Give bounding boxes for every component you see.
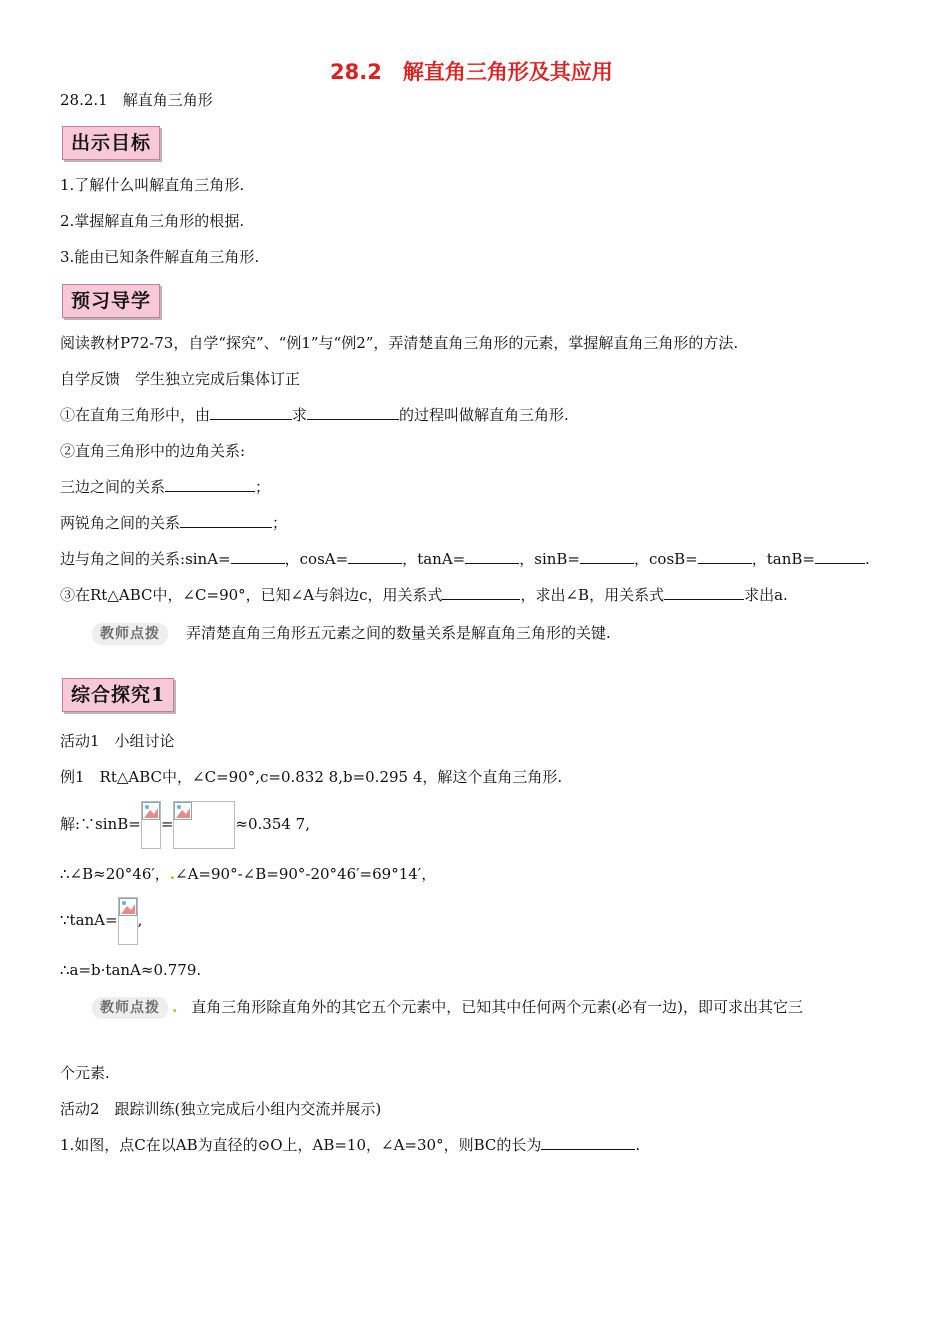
blank-field[interactable] — [348, 549, 402, 564]
solution-line-3 — [60, 896, 142, 944]
trig-tanB: tanB= — [766, 550, 815, 568]
question-2: ②直角三角形中的边角关系: — [60, 442, 246, 460]
separator: ， — [402, 550, 418, 568]
goal-item: 3.能由已知条件解直角三角形. — [60, 248, 260, 266]
sol3-suffix: , — [137, 911, 143, 929]
question-1 — [60, 405, 569, 425]
blank-field[interactable] — [815, 549, 865, 564]
highlight-dot: . — [172, 998, 178, 1016]
question-3 — [60, 585, 788, 605]
q3-suffix: 求出a. — [744, 586, 788, 604]
formula-image — [118, 897, 138, 945]
q2-sides-end: ； — [255, 478, 271, 496]
tip-text-continued: 个元素. — [60, 1064, 110, 1082]
q3-prefix: ③在Rt△ABC中，∠C=90°，已知∠A与斜边c，用关系式 — [60, 586, 443, 604]
blank-field[interactable] — [231, 549, 285, 564]
solution-line-1 — [60, 800, 310, 848]
teacher-tip-1 — [92, 623, 611, 645]
sol2-rest: ∠A=90°-∠B=90°-20°46′=69°14′， — [175, 865, 437, 883]
ex1-prefix: 1.如图，点C在以AB为直径的⊙O上，AB=10，∠A=30°，则BC的长为 — [60, 1136, 542, 1154]
section-tag-preview: 预习导学 — [62, 284, 160, 318]
blank-field[interactable] — [180, 513, 272, 528]
teacher-tip-badge: 教师点拨 — [92, 623, 168, 645]
q2-trig — [60, 549, 870, 569]
sol1-eq: = — [160, 815, 174, 833]
trig-sinB: sinB= — [534, 550, 580, 568]
trig-cosA: cosA= — [299, 550, 349, 568]
preview-intro: 阅读教材P72-73，自学“探究”、“例1”与“例2”，弄清楚直角三角形的元素，掌握解直角三角形的方法. — [60, 334, 739, 352]
q2-sides-label: 三边之间的关系 — [60, 478, 166, 496]
example-1: 例1 Rt△ABC中，∠C=90°,c=0.832 8,b=0.295 4，解这个直角三角形. — [60, 768, 563, 786]
blank-field[interactable] — [165, 477, 255, 492]
formula-image — [173, 801, 235, 849]
teacher-tip-badge: 教师点拨 — [92, 997, 168, 1019]
teacher-tip-2 — [92, 997, 803, 1019]
blank-field[interactable] — [541, 1135, 635, 1150]
blank-field[interactable] — [664, 585, 744, 600]
q1-mid: 求 — [292, 406, 308, 424]
blank-field[interactable] — [698, 549, 752, 564]
trig-sinA: sinA= — [185, 550, 231, 568]
q2-trig-label: 边与角之间的关系: — [60, 550, 186, 568]
end-mark: . — [865, 550, 870, 568]
separator: ， — [519, 550, 535, 568]
tip-text: 弄清楚直角三角形五元素之间的数量关系是解直角三角形的关键. — [186, 624, 611, 642]
sol3-prefix: ∵tanA= — [60, 911, 118, 929]
formula-image — [141, 801, 161, 849]
blank-field[interactable] — [465, 549, 519, 564]
tip-text: 直角三角形除直角外的其它五个元素中，已知其中任何两个元素(必有一边)，即可求出其它三 — [191, 998, 803, 1016]
q2-angles-label: 两锐角之间的关系 — [60, 514, 181, 532]
image-placeholder-icon — [119, 898, 137, 916]
subsection-title: 28.2.1 解直角三角形 — [60, 91, 213, 109]
q1-suffix: 的过程叫做解直角三角形. — [399, 406, 569, 424]
blank-field[interactable] — [307, 405, 399, 420]
q2-angles — [60, 513, 287, 533]
trig-tanA: tanA= — [417, 550, 466, 568]
separator: ， — [284, 550, 300, 568]
image-placeholder-icon — [174, 802, 192, 820]
highlight-dot: . — [169, 865, 176, 883]
goal-item: 1.了解什么叫解直角三角形. — [60, 176, 245, 194]
solution-line-4: ∴a=b·tanA≈0.779. — [60, 961, 202, 979]
sol1-prefix: 解:∵sinB= — [60, 815, 141, 833]
q3-mid: ，求出∠B，用关系式 — [520, 586, 665, 604]
goal-item: 2.掌握解直角三角形的根据. — [60, 212, 245, 230]
trig-cosB: cosB= — [649, 550, 698, 568]
exercise-1 — [60, 1135, 640, 1155]
image-placeholder-icon — [142, 802, 160, 820]
q2-angles-end: ； — [272, 514, 288, 532]
activity-1: 活动1 小组讨论 — [60, 732, 175, 750]
blank-field[interactable] — [580, 549, 634, 564]
q1-prefix: ①在直角三角形中，由 — [60, 406, 211, 424]
page-title: 28.2 解直角三角形及其应用 — [330, 60, 613, 84]
section-tag-explore: 综合探究1 — [62, 678, 174, 712]
separator: ， — [634, 550, 650, 568]
blank-field[interactable] — [442, 585, 520, 600]
solution-line-2 — [60, 864, 436, 884]
activity-2: 活动2 跟踪训练(独立完成后小组内交流并展示) — [60, 1100, 382, 1118]
separator: ， — [751, 550, 767, 568]
ex1-end: . — [635, 1136, 641, 1154]
sol1-suffix: ≈0.354 7, — [235, 815, 310, 833]
sol2-prefix: ∴∠B≈20°46′， — [60, 865, 170, 883]
q2-sides — [60, 477, 270, 497]
self-feedback: 自学反馈 学生独立完成后集体订正 — [60, 370, 301, 388]
blank-field[interactable] — [210, 405, 292, 420]
section-tag-goals: 出示目标 — [62, 126, 160, 160]
